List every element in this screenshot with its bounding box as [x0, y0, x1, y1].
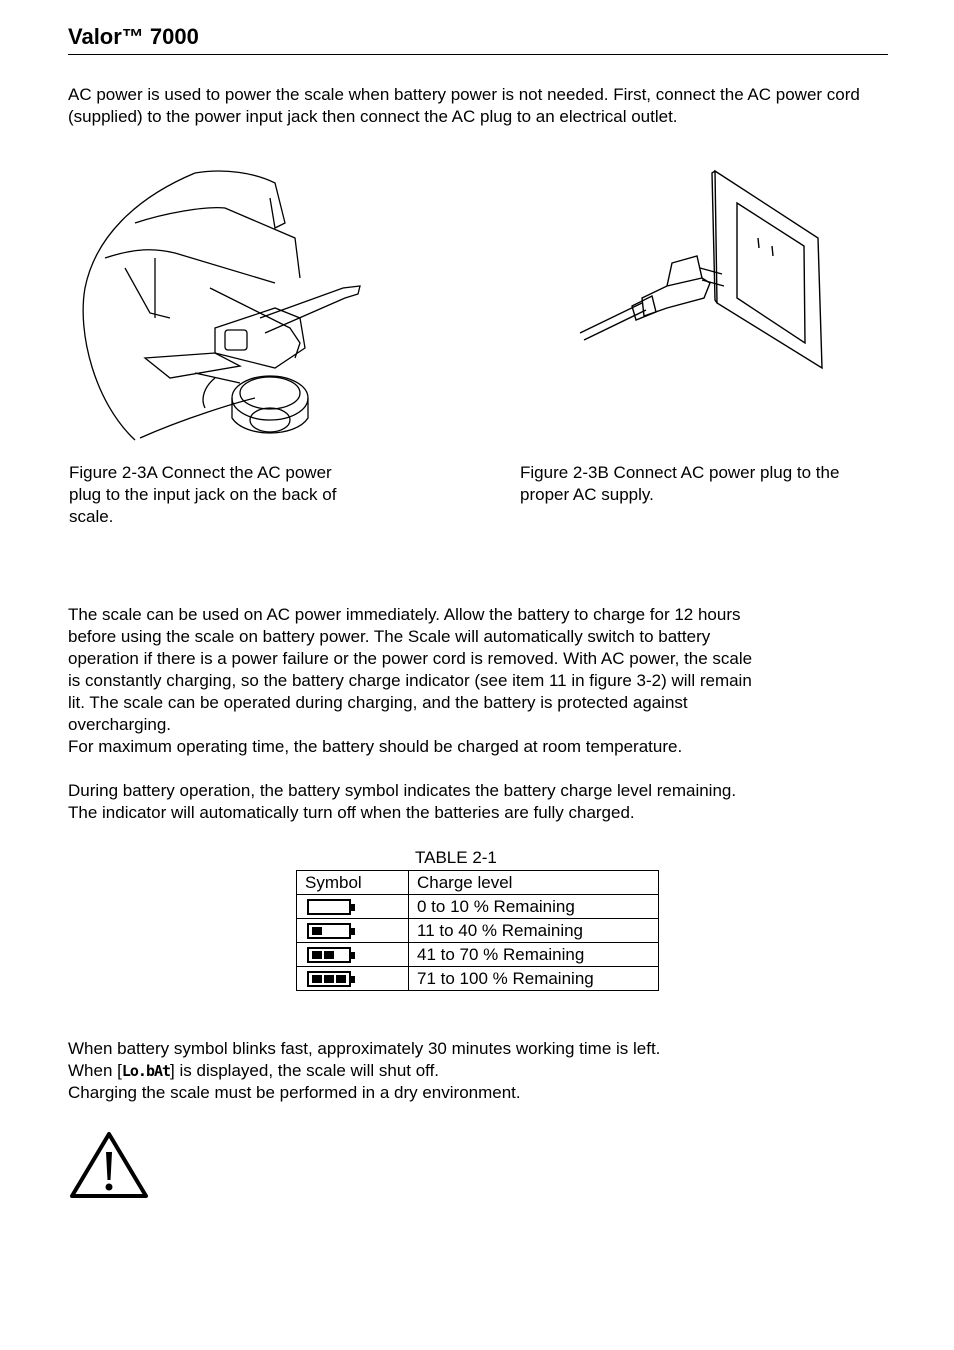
charging-line: operation if there is a power failure or the power cord is removed. With AC power, the scale	[68, 649, 753, 668]
charging-line: is constantly charging, so the battery charge indicator (see item 11 in figure 3-2) will remain	[68, 671, 752, 690]
table-row	[297, 895, 659, 919]
table-header-symbol: Symbol	[297, 871, 409, 895]
charge-level-cell: 71 to 100 % Remaining	[409, 967, 659, 991]
battery-one-bar-icon	[307, 923, 351, 939]
charge-level-cell: 41 to 70 % Remaining	[409, 943, 659, 967]
lobat-note-suffix: ] is displayed, the scale will shut off.	[170, 1061, 440, 1080]
figure-2-3b-illustration	[572, 168, 827, 373]
charging-line: before using the scale on battery power. The Scale will automatically switch to battery	[68, 627, 711, 646]
table-title: TABLE 2-1	[415, 848, 497, 867]
table-header-row	[297, 871, 659, 895]
page-title: Valor™ 7000	[68, 24, 199, 49]
table-row	[297, 943, 659, 967]
figure-2-3a-illustration	[75, 168, 375, 448]
blink-note: When battery symbol blinks fast, approximately 30 minutes working time is left.	[68, 1039, 661, 1058]
battery-full-icon	[307, 971, 351, 987]
intro-paragraph: AC power is used to power the scale when battery power is not needed. First, connect the AC power cord (supplied) to the power input jack then connect the AC plug to an electrical outlet.	[68, 85, 860, 126]
charging-line: overcharging.	[68, 715, 172, 734]
lobat-display-symbol: Lo.bAt	[121, 1062, 171, 1080]
table-row	[297, 919, 659, 943]
charging-paragraph	[68, 604, 878, 758]
warning-triangle-icon	[68, 1130, 150, 1200]
battery-line: The indicator will automatically turn off when the batteries are fully charged.	[68, 803, 635, 822]
figure-2-3a-caption: Figure 2-3A Connect the AC power plug to the input jack on the back of scale.	[69, 463, 337, 526]
battery-line: During battery operation, the battery symbol indicates the battery charge level remaining.	[68, 781, 737, 800]
charging-line: The scale can be used on AC power immediately. Allow the battery to charge for 12 hours	[68, 605, 741, 624]
charging-line: lit. The scale can be operated during charging, and the battery is protected against	[68, 693, 688, 712]
table-row	[297, 967, 659, 991]
battery-warning-paragraph	[68, 1038, 878, 1104]
figure-2-3b-caption: Figure 2-3B Connect AC power plug to the proper AC supply.	[520, 463, 840, 504]
dry-environment-note: Charging the scale must be performed in a dry environment.	[68, 1083, 521, 1102]
battery-empty-icon	[307, 899, 351, 915]
charging-line: For maximum operating time, the battery should be charged at room temperature.	[68, 737, 683, 756]
table-header-charge-level: Charge level	[409, 871, 659, 895]
charge-level-cell: 0 to 10 % Remaining	[409, 895, 659, 919]
battery-two-bar-icon	[307, 947, 351, 963]
battery-level-table	[296, 870, 659, 991]
battery-symbol-paragraph	[68, 780, 878, 824]
charge-level-cell: 11 to 40 % Remaining	[409, 919, 659, 943]
page-header	[68, 22, 888, 55]
lobat-note-prefix: When [	[68, 1061, 122, 1080]
